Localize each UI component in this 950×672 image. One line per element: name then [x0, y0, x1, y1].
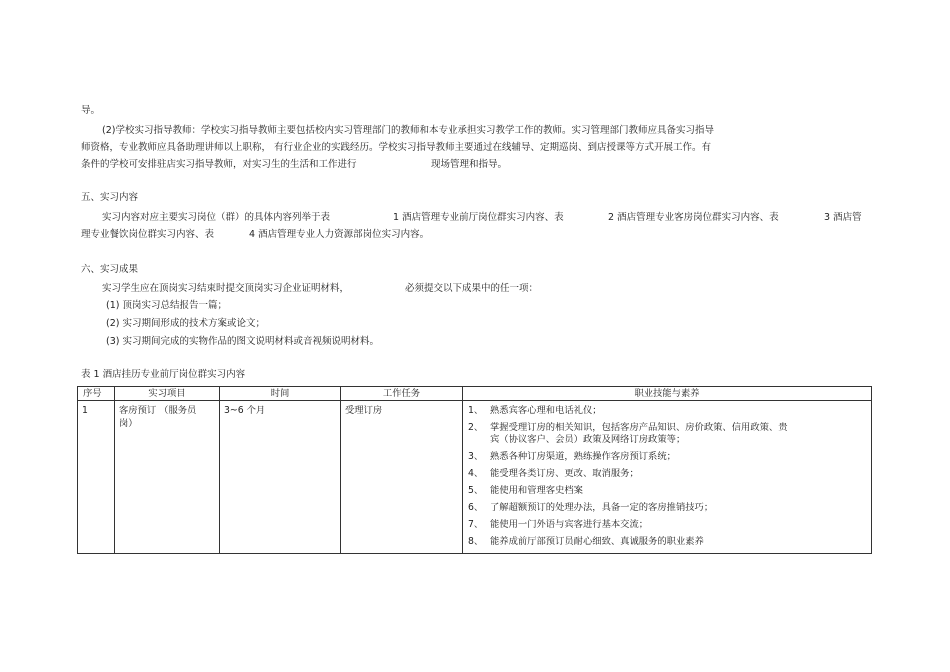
task-value: 受理订房: [345, 405, 383, 416]
skill-text: 熟悉各种订房渠道，熟练操作客房预订系统；: [490, 451, 676, 462]
table-cell: [341, 401, 463, 554]
column-header: 实习项目: [115, 387, 220, 401]
skill-number: 3、: [468, 451, 484, 462]
table-cell: [220, 401, 341, 554]
time-value: 3~6 个月: [224, 405, 266, 416]
text-line: (2)学校实习指导教师：学校实习指导教师主要包括校内实习管理部门的教师和本专业承担实习教学工作的教师。实习管理部门教师应具备实习指导: [102, 125, 714, 136]
skill-item: [468, 405, 871, 422]
skill-text: 能使用一门外语与宾客进行基本交流；: [490, 519, 649, 530]
text-line: 条件的学校可安排驻店实习指导教师，对实习生的生活和工作进行: [81, 159, 357, 170]
skill-number: 8、: [468, 536, 484, 547]
skill-text: 了解超额预订的处理办法，具备一定的客房推销技巧；: [490, 502, 714, 513]
skill-text: 能养成前厅部预订员耐心细致、真诚服务的职业素养: [490, 536, 704, 547]
row-number: 1: [82, 405, 88, 416]
text-line: 实习学生应在顶岗实习结束时提交顶岗实习企业证明材料，: [102, 283, 350, 294]
column-header: 工作任务: [341, 387, 463, 401]
skill-item: [468, 485, 871, 502]
text-line: 导。: [81, 105, 101, 116]
skill-item: [468, 468, 871, 485]
text-line: 2 酒店管理专业客房岗位群实习内容、表: [608, 212, 779, 223]
list-item: (2) 实习期间形成的技术方案或论文；: [106, 318, 265, 329]
internship-table: [77, 386, 872, 554]
skill-text: 熟悉宾客心理和电话礼仪；: [490, 405, 602, 416]
project-label: 客房预订 （服务员: [119, 405, 197, 416]
skill-number: 4、: [468, 468, 484, 479]
skills-list: [463, 401, 871, 553]
table-cell: [115, 401, 220, 554]
skill-item: [468, 536, 871, 553]
text-line: 1 酒店管理专业前厅岗位群实习内容、表: [393, 212, 564, 223]
skill-number: 7、: [468, 519, 484, 530]
text-line: 4 酒店管理专业人力资源部岗位实习内容。: [249, 229, 430, 240]
column-header: 序号: [78, 387, 115, 401]
skill-item: [468, 422, 871, 451]
skill-text: 掌握受理订房的相关知识，包括客房产品知识、房价政策、信用政策、贵: [490, 422, 788, 433]
column-header: 职业技能与素养: [463, 387, 872, 401]
skill-text: 能使用和管理客史档案: [490, 485, 583, 496]
skill-text: 能受理各类订房、更改、取消服务；: [490, 468, 639, 479]
text-line: 实习内容对应主要实习岗位（群）的具体内容列举于表: [102, 212, 331, 223]
skill-item: [468, 502, 871, 519]
skill-number: 1、: [468, 405, 484, 416]
section-heading-results: 六、实习成果: [81, 264, 139, 275]
table-header-row: [78, 387, 872, 401]
skill-number: 5、: [468, 485, 484, 496]
text-line: 必须提交以下成果中的任一项：: [405, 283, 539, 294]
table-cell: [463, 401, 872, 554]
column-header: 时间: [220, 387, 341, 401]
skill-item: [468, 451, 871, 468]
text-line: 理专业餐饮岗位群实习内容、表: [81, 229, 215, 240]
list-item: (3) 实习期间完成的实物作品的图文说明材料或音视频说明材料。: [106, 336, 379, 347]
skill-number: 6、: [468, 502, 484, 513]
skill-item: [468, 519, 871, 536]
table-caption: 表 1 酒店挂历专业前厅岗位群实习内容: [81, 369, 246, 380]
skill-number: 2、: [468, 422, 484, 433]
table-cell: [78, 401, 115, 554]
text-line: 现场管理和指导。: [431, 159, 508, 170]
skill-text: 宾（协议客户、会员）政策及网络订房政策等；: [490, 434, 686, 445]
project-label: 岗）: [119, 418, 138, 429]
text-line: 3 酒店管: [824, 212, 862, 223]
table-row: [78, 401, 872, 554]
section-heading-content: 五、实习内容: [81, 192, 139, 203]
text-line: 师资格，专业教师应具备助理讲师以上职称， 有行业企业的实践经历。学校实习指导教师主要通过在线辅导、定期巡岗、到店授课等方式开展工作。有: [81, 142, 712, 153]
list-item: (1) 顶岗实习总结报告一篇；: [106, 300, 227, 311]
project-cell-content: [115, 401, 219, 430]
